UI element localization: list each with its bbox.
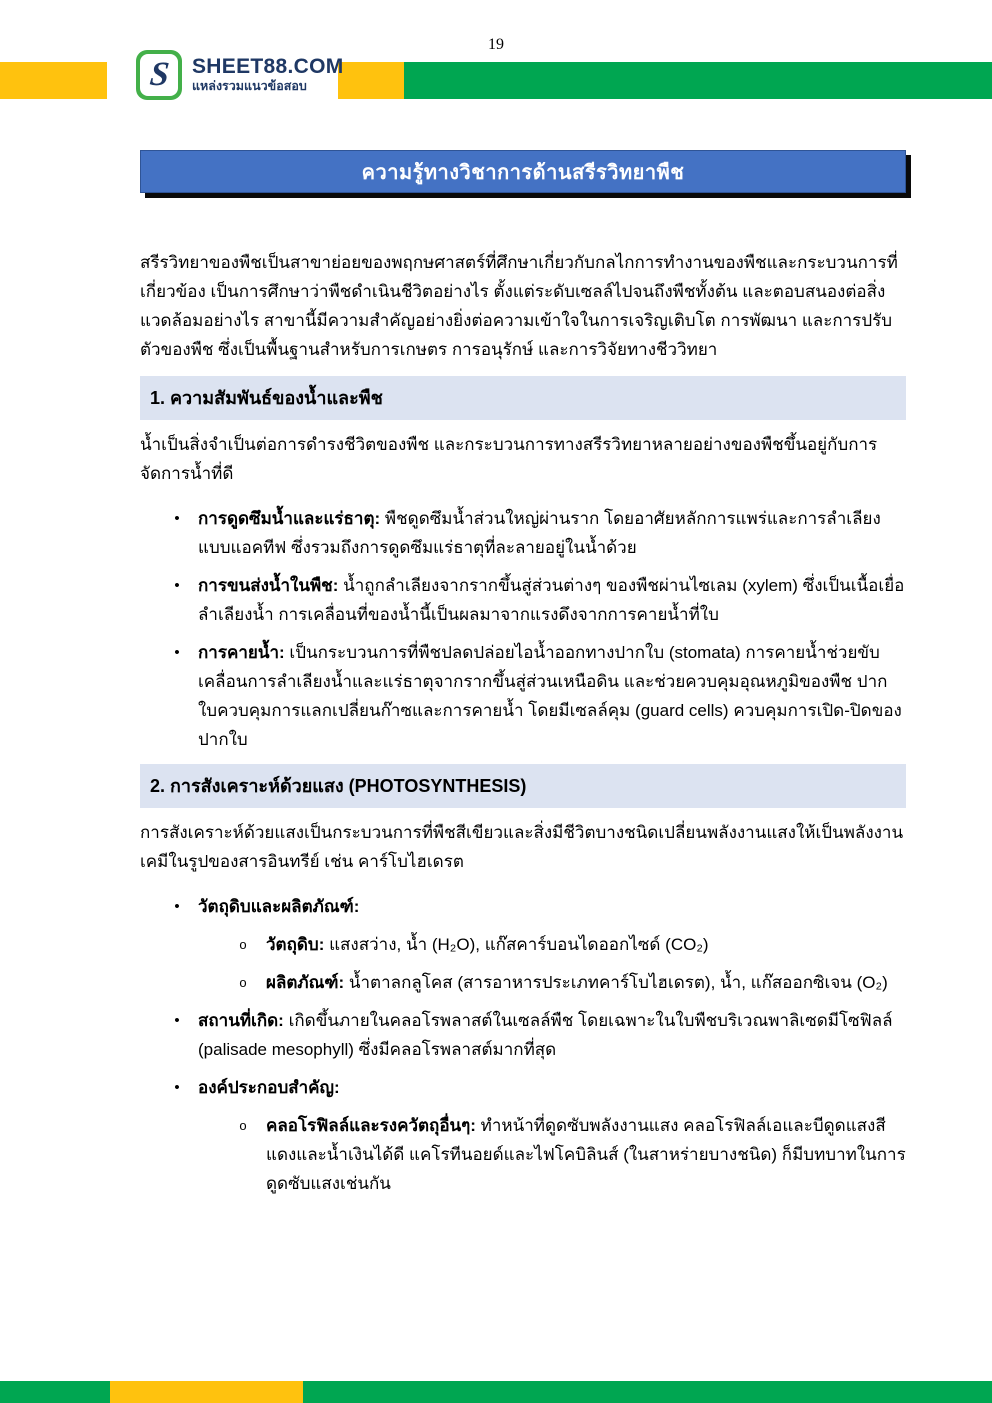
subbullet-chlorophyll bbox=[140, 1111, 906, 1198]
s-letter-icon: S bbox=[147, 56, 171, 93]
bullet-water-absorption-text bbox=[198, 504, 906, 562]
footer-yellow-segment bbox=[110, 1381, 303, 1403]
logo-title: SHEET88.COM bbox=[192, 55, 344, 79]
section1-paragraph: น้ำเป็นสิ่งจำเป็นต่อการดำรงชีวิตของพืช และกระบวนการทางสรีรวิทยาหลายอย่างของพืชขึ้นอยู่กับการจัดการน้ำที่ดี bbox=[140, 435, 878, 483]
bullet-dot-icon: • bbox=[174, 1012, 180, 1029]
bullet-label: วัตถุดิบ: bbox=[266, 935, 325, 954]
subbullet-raw-materials-text bbox=[266, 930, 906, 959]
bullet-label: การดูดซึมน้ำและแร่ธาตุ: bbox=[198, 509, 381, 528]
bullet-materials-products bbox=[140, 892, 906, 921]
bullet-transpiration bbox=[140, 638, 906, 754]
footer-green-segment-right bbox=[303, 1381, 992, 1403]
bullet-dot-icon: • bbox=[174, 1079, 180, 1096]
bullet-transpiration-text bbox=[198, 638, 906, 754]
bullet-label: สถานที่เกิด: bbox=[198, 1011, 284, 1030]
title-banner bbox=[140, 150, 906, 193]
bullet-location-text bbox=[198, 1006, 906, 1064]
bullet-body: น้ำตาลกลูโคส (สารอาหารประเภทคาร์โบไฮเดรต), น้ำ, แก๊สออกซิเจน (O₂) bbox=[344, 973, 888, 992]
bullet-water-transport bbox=[140, 571, 906, 629]
bullet-circle-icon: o bbox=[239, 1118, 247, 1133]
bullet-dot-icon: • bbox=[174, 577, 180, 594]
section-heading-photosynthesis: 2. การสังเคราะห์ด้วยแสง (PHOTOSYNTHESIS) bbox=[140, 764, 906, 808]
bullet-location bbox=[140, 1006, 906, 1064]
bullet-dot-icon: • bbox=[174, 644, 180, 661]
intro-paragraph: สรีรวิทยาของพืชเป็นสาขาย่อยของพฤกษศาสตร์ที่ศึกษาเกี่ยวกับกลไกการทำงานของพืชและกระบวนการที่เกี่ยวข้อง เป็นการศึกษาว่าพืชดำเนินชีวิตอย่างไร ตั้งแต่ระดับเซลล์ไปจนถึงพืชทั้งต้น และตอบสนองต่อสิ่งแวดล้อมอย่างไร สาขานี้มีความสำคัญอย่างยิ่งต่อความเข้าใจในการเจริญเติบโต การพัฒนา และการปรับตัวของพืช ซึ่งเป็นพื้นฐานสำหรับการเกษตร การอนุรักษ์ และการวิจัยทางชีววิทยา bbox=[140, 253, 898, 359]
bullet-label: การขนส่งน้ำในพืช: bbox=[198, 576, 339, 595]
section1-bullet-list bbox=[140, 504, 906, 754]
bullet-body: ทำหน้าที่ดูดซับพลังงานแสง คลอโรฟิลล์เอและบีดูดแสงสีแดงและน้ำเงินได้ดี แคโรทีนอยด์และไฟโคบิลินส์ (ในสาหร่ายบางชนิด) ก็มีบทบาทในการดูดซับแสงเช่นกัน bbox=[266, 1116, 906, 1193]
bullet-dot-icon: • bbox=[174, 898, 180, 915]
bullet-label: คลอโรฟิลล์และรงควัตถุอื่นๆ: bbox=[266, 1116, 476, 1135]
bullet-label: ผลิตภัณฑ์: bbox=[266, 973, 345, 992]
subbullet-chlorophyll-text bbox=[266, 1111, 906, 1198]
section-heading-water-relations: 1. ความสัมพันธ์ของน้ำและพืช bbox=[140, 376, 906, 420]
subbullet-products bbox=[140, 968, 906, 997]
bullet-body: เกิดขึ้นภายในคลอโรพลาสต์ในเซลล์พืช โดยเฉพาะในใบพืชบริเวณพาลิเซดมีโซฟิลล์ (palisade mesophyll) ซึ่งมีคลอโรพลาสต์มากที่สุด bbox=[198, 1011, 893, 1059]
bullet-key-components-text bbox=[198, 1073, 906, 1102]
bullet-label: การคายน้ำ: bbox=[198, 643, 285, 662]
bullet-label: องค์ประกอบสำคัญ: bbox=[198, 1078, 340, 1097]
footer-bar bbox=[0, 1381, 992, 1403]
bullet-body: เป็นกระบวนการที่พืชปลดปล่อยไอน้ำออกทางปากใบ (stomata) การคายน้ำช่วยขับเคลื่อนการลำเลียงน้ำและแร่ธาตุจากรากขึ้นสู่ส่วนเหนือดิน และช่วยควบคุมอุณหภูมิของพืช ปากใบควบคุมการแลกเปลี่ยนก๊าซและการคายน้ำ โดยมีเซลล์คุม (guard cells) ควบคุมการเปิด-ปิดของปากใบ bbox=[198, 643, 902, 749]
bullet-key-components bbox=[140, 1073, 906, 1102]
subbullet-products-text bbox=[266, 968, 906, 997]
bullet-water-transport-text bbox=[198, 571, 906, 629]
section2-bullet-list bbox=[140, 892, 906, 1198]
bullet-water-absorption bbox=[140, 504, 906, 562]
bullet-body: พืชดูดซึมน้ำส่วนใหญ่ผ่านราก โดยอาศัยหลักการแพร่และการลำเลียงแบบแอคทีฟ ซึ่งรวมถึงการดูดซึมแร่ธาตุที่ละลายอยู่ในน้ำด้วย bbox=[198, 509, 881, 557]
bullet-body: แสงสว่าง, น้ำ (H₂O), แก๊สคาร์บอนไดออกไซด์ (CO₂) bbox=[324, 935, 709, 954]
bullet-circle-icon: o bbox=[239, 975, 247, 990]
bullet-body: น้ำถูกลำเลียงจากรากขึ้นสู่ส่วนต่างๆ ของพืชผ่านไซเลม (xylem) ซึ่งเป็นเนื้อเยื่อลำเลียงน้ำ การเคลื่อนที่ของน้ำนี้เป็นผลมาจากแรงดึงจากการคายน้ำที่ใบ bbox=[198, 576, 905, 624]
bullet-materials-products-text bbox=[198, 892, 906, 921]
bullet-label: วัตถุดิบและผลิตภัณฑ์: bbox=[198, 897, 360, 916]
footer-green-segment-left bbox=[0, 1381, 110, 1403]
subbullet-raw-materials bbox=[140, 930, 906, 959]
page-number: 19 bbox=[488, 36, 504, 53]
bullet-dot-icon: • bbox=[174, 510, 180, 527]
bullet-circle-icon: o bbox=[239, 937, 247, 952]
title-banner-text: ความรู้ทางวิชาการด้านสรีรวิทยาพืช bbox=[361, 161, 685, 184]
section2-paragraph: การสังเคราะห์ด้วยแสงเป็นกระบวนการที่พืชสีเขียวและสิ่งมีชีวิตบางชนิดเปลี่ยนพลังงานแสงให้เป็นพลังงานเคมีในรูปของสารอินทรีย์ เช่น คาร์โบไฮเดรต bbox=[140, 823, 904, 871]
logo-subtitle: แหล่งรวมแนวข้อสอบ bbox=[192, 79, 307, 94]
